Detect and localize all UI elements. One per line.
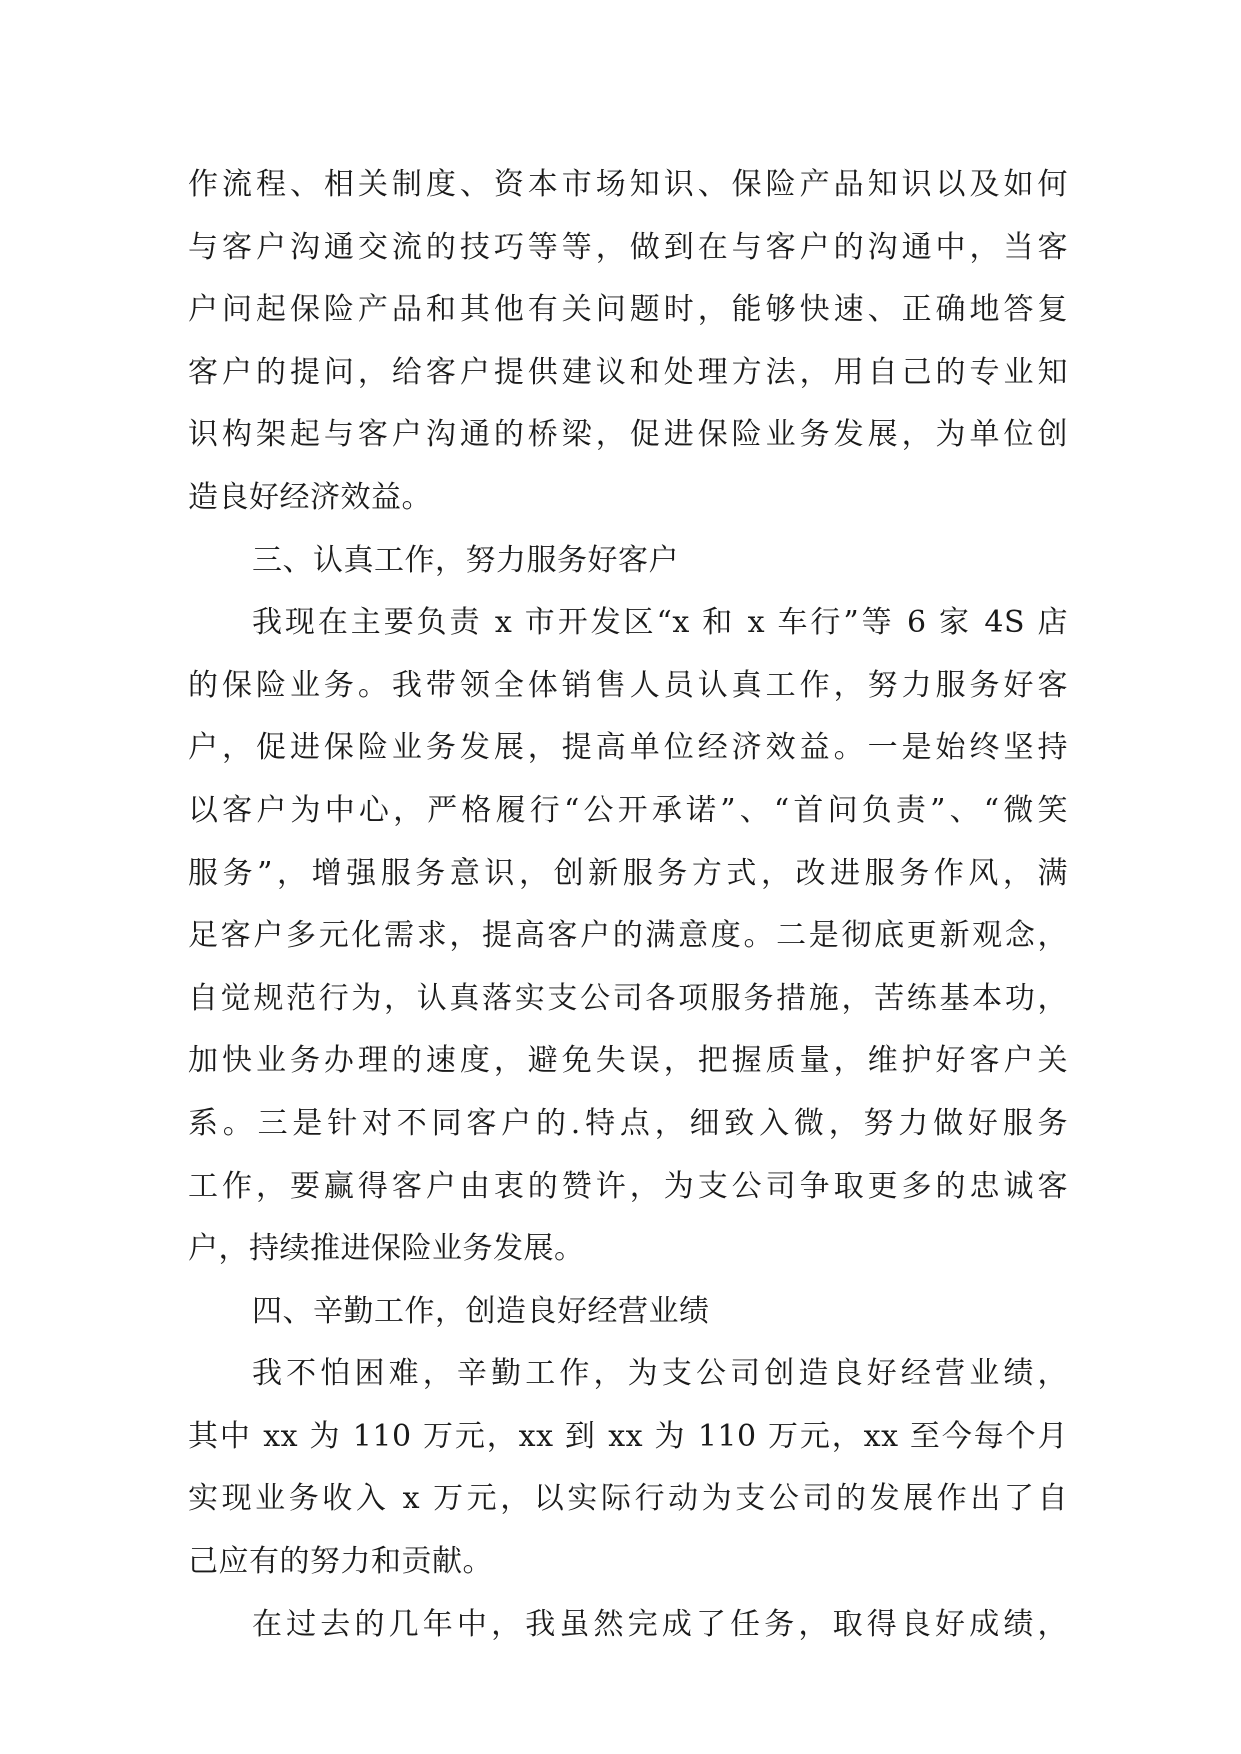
section-heading-4: 四、辛勤工作，创造良好经营业绩 <box>252 1293 710 1329</box>
text-line: 户问起保险产品和其他有关问题时，能够快速、正确地答复 <box>188 292 1068 328</box>
text-line: 的保险业务。我带领全体销售人员认真工作，努力服务好客 <box>188 667 1068 703</box>
text-line: 其中 xx 为 110 万元，xx 到 xx 为 110 万元，xx 至今每个月 <box>188 1418 1068 1454</box>
text-line: 系。三是针对不同客户的.特点，细致入微，努力做好服务 <box>188 1105 1068 1141</box>
text-line: 识构架起与客户沟通的桥梁，促进保险业务发展，为单位创 <box>188 417 1068 453</box>
text-line: 实现业务收入 x 万元，以实际行动为支公司的发展作出了自 <box>188 1481 1068 1517</box>
section-heading-3: 三、认真工作，努力服务好客户 <box>252 542 679 578</box>
body-text <box>188 154 1068 1656</box>
text-line: 作流程、相关制度、资本市场知识、保险产品知识以及如何 <box>188 167 1068 202</box>
text-line: 服务”，增强服务意识，创新服务方式，改进服务作风，满 <box>188 855 1068 891</box>
text-line: 加快业务办理的速度，避免失误，把握质量，维护好客户关 <box>188 1043 1068 1079</box>
text-line: 足客户多元化需求，提高客户的满意度。二是彻底更新观念， <box>188 918 1068 954</box>
text-line: 我现在主要负责 x 市开发区“x 和 x 车行”等 6 家 4S 店 <box>252 605 1068 641</box>
text-line: 造良好经济效益。 <box>188 479 432 515</box>
text-line: 客户的提问，给客户提供建议和处理方法，用自己的专业知 <box>188 354 1068 390</box>
text-line: 户，促进保险业务发展，提高单位经济效益。一是始终坚持 <box>188 730 1068 766</box>
text-line: 与客户沟通交流的技巧等等，做到在与客户的沟通中，当客 <box>188 229 1068 265</box>
text-line: 自觉规范行为，认真落实支公司各项服务措施，苦练基本功， <box>188 980 1068 1016</box>
text-line: 己应有的努力和贡献。 <box>188 1544 493 1580</box>
text-line: 我不怕困难，辛勤工作，为支公司创造良好经营业绩， <box>252 1356 1068 1392</box>
text-line: 工作，要赢得客户由衷的赞许，为支公司争取更多的忠诚客 <box>188 1168 1068 1204</box>
text-line: 户，持续推进保险业务发展。 <box>188 1231 585 1267</box>
text-line: 以客户为中心，严格履行“公开承诺”、“首问负责”、“微笑 <box>188 792 1068 828</box>
text-line: 在过去的几年中，我虽然完成了任务，取得良好成绩， <box>252 1606 1068 1642</box>
